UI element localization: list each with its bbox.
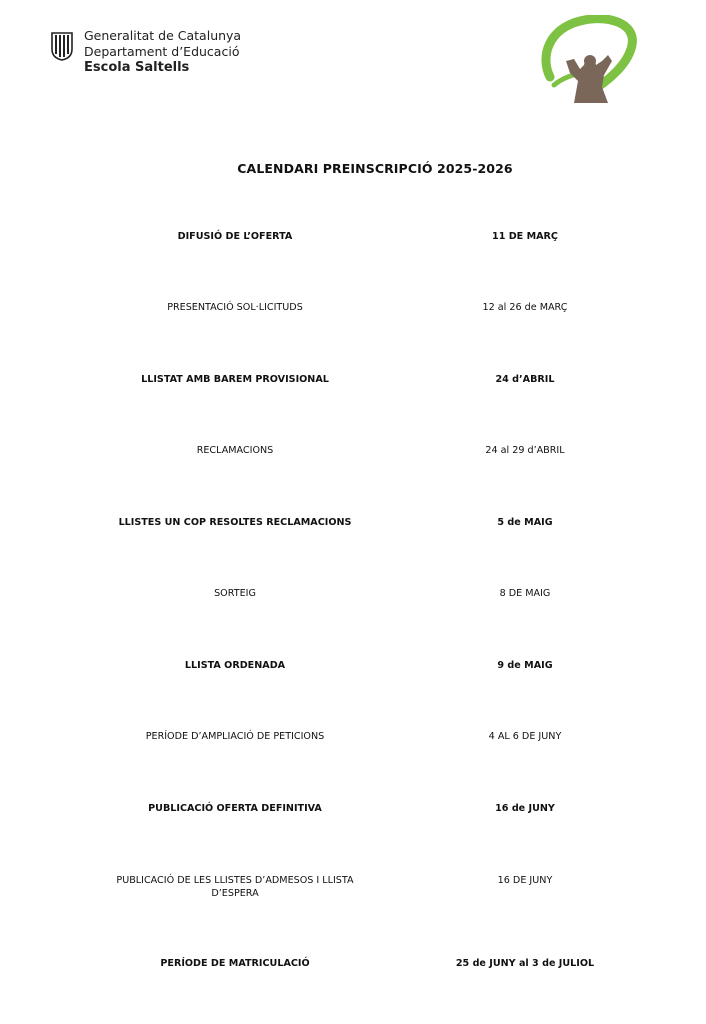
calendar-event: PUBLICACIÓ OFERTA DEFINITIVA [148,803,322,814]
gencat-flag-icon [50,31,74,61]
calendar-event: PRESENTACIÓ SOL·LICITUDS [167,302,303,313]
calendar-event: LLISTAT AMB BAREM PROVISIONAL [141,374,329,385]
calendar-date: 8 DE MAIG [499,588,551,599]
calendar-event: RECLAMACIONS [196,445,274,456]
header-school-name: Escola Saltells [84,60,190,75]
header-department: Departament d’Educació [84,44,240,59]
calendar-event: SORTEIG [214,588,256,599]
calendar-row [0,874,706,904]
calendar-row [0,444,706,474]
calendar-date: 24 d’ABRIL [495,374,555,385]
calendar-event: LLISTES UN COP RESOLTES RECLAMACIONS [118,517,352,528]
calendar-row [0,802,706,832]
calendar-event: DIFUSIÓ DE L’OFERTA [177,231,293,242]
calendar-date: 9 de MAIG [497,660,553,671]
calendar-row [0,230,706,260]
calendar-event: PERÍODE DE MATRICULACIÓ [160,958,310,969]
calendar-row [0,587,706,617]
calendar-date: 11 DE MARÇ [492,231,558,242]
calendar-row [0,516,706,546]
calendar-event: PUBLICACIÓ DE LES LLISTES D’ADMESOS I LLISTA D’ESPERA [116,875,354,899]
calendar-row [0,301,706,331]
school-logo-icon [538,15,638,107]
page-title: CALENDARI PREINSCRIPCIÓ 2025-2026 [237,161,513,176]
calendar-date: 5 de MAIG [497,517,553,528]
calendar-row [0,373,706,403]
calendar-date: 25 de JUNY al 3 de JULIOL [455,958,595,969]
calendar-date: 4 AL 6 DE JUNY [488,731,562,742]
header-generalitat: Generalitat de Catalunya [84,28,242,43]
header-text [84,28,324,76]
calendar-date: 12 al 26 de MARÇ [482,302,568,313]
calendar-date: 24 al 29 d’ABRIL [485,445,565,456]
calendar-date: 16 de JUNY [495,803,555,814]
calendar-date: 16 DE JUNY [497,875,553,886]
calendar-row [0,659,706,689]
calendar-row [0,957,706,987]
calendar-event: PERÍODE D’AMPLIACIÓ DE PETICIONS [145,731,325,742]
calendar-event: LLISTA ORDENADA [184,660,286,671]
calendar-row [0,730,706,760]
